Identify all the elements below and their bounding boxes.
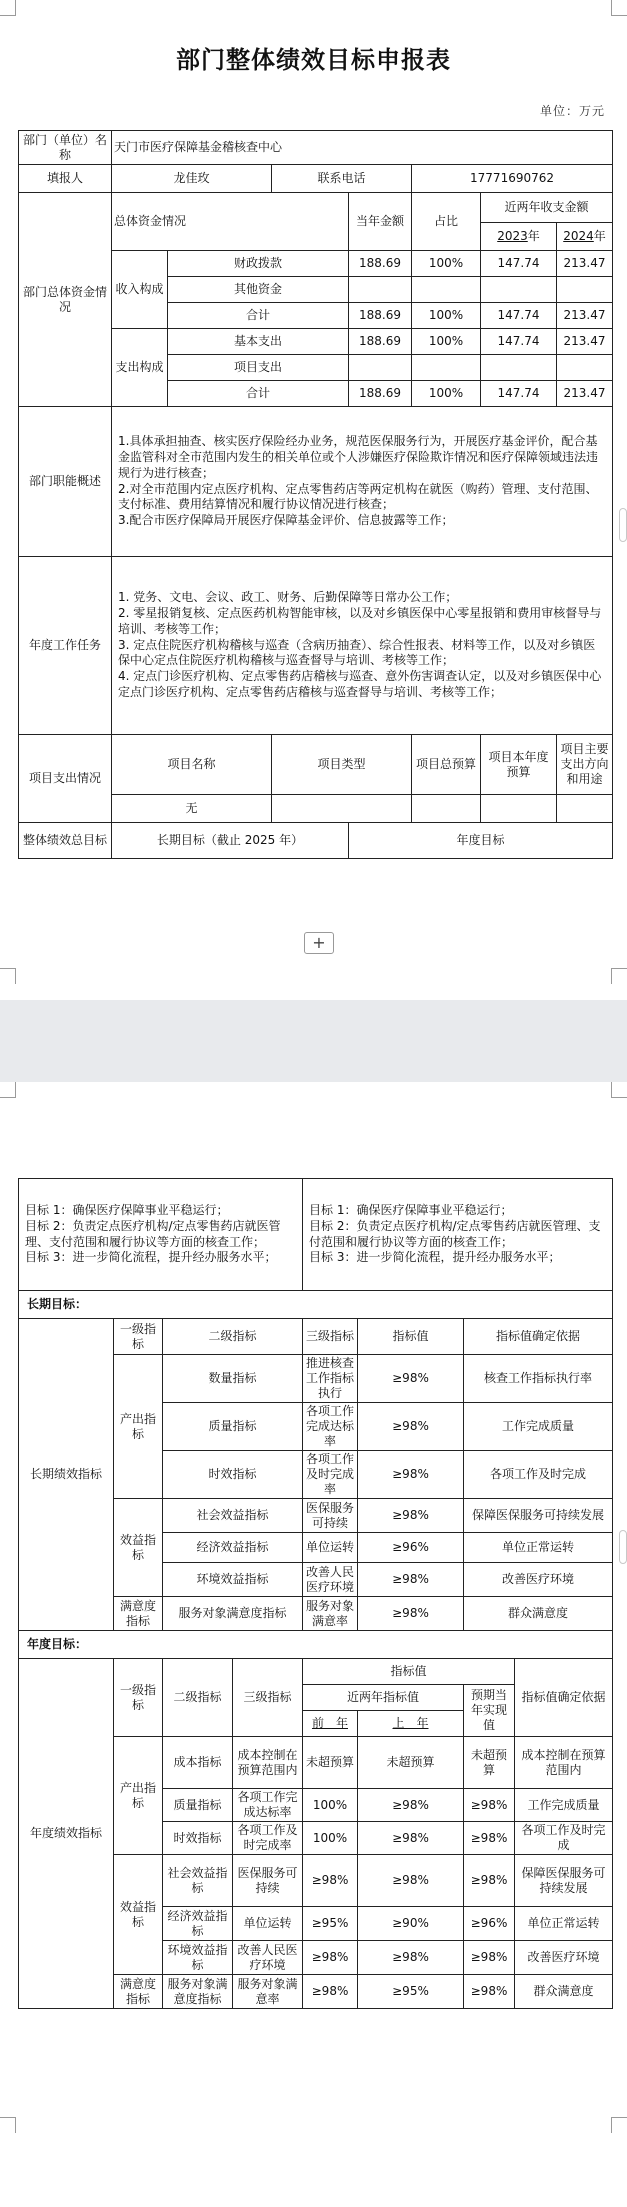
last-value-cell: 未超预算 xyxy=(358,1737,464,1789)
income-2024 xyxy=(557,277,613,303)
expense-ratio xyxy=(412,355,481,381)
project-purpose-header: 项目主要支出方向和用途 xyxy=(557,735,613,795)
income-item-name: 财政拨款 xyxy=(168,251,349,277)
basis-cell: 工作完成质量 xyxy=(515,1789,613,1822)
l3-cell: 服务对象满意率 xyxy=(233,1975,303,2009)
year-2024-header: 2024年 xyxy=(557,223,613,251)
expense-2023: 147.74 xyxy=(481,381,557,407)
scroll-handle[interactable] xyxy=(619,1530,627,1564)
project-name-header: 项目名称 xyxy=(112,735,272,795)
annual-section-header: 年度目标： xyxy=(19,1631,613,1659)
goals-label: 整体绩效总目标 xyxy=(19,823,112,859)
funds-section-label: 部门总体资金情况 xyxy=(19,193,112,407)
value-cell: ≥96% xyxy=(358,1533,464,1563)
expense-amount: 188.69 xyxy=(349,381,412,407)
task-line: 4. 定点门诊医疗机构、定点零售药店稽核与巡查、意外伤害调查认定，以及对乡镇医保中心定点门诊医疗机构、定点零售药店稽核与巡查督导与培训、考核等工作； xyxy=(118,669,602,700)
dept-label: 部门（单位）名称 xyxy=(19,131,112,165)
expense-ratio: 100% xyxy=(412,329,481,355)
level1-header: 一级指标 xyxy=(114,1319,163,1355)
expense-2023: 147.74 xyxy=(481,329,557,355)
current-amount-header: 当年金额 xyxy=(349,193,412,251)
l2-cell: 经济效益指标 xyxy=(163,1533,303,1563)
level3-header: 三级指标 xyxy=(233,1659,303,1737)
income-item-name: 其他资金 xyxy=(168,277,349,303)
annual-goal-line: 目标 3：进一步简化流程，提升经办服务水平； xyxy=(309,1250,561,1265)
prev-value-cell: 未超预算 xyxy=(303,1737,358,1789)
value-cell: ≥98% xyxy=(358,1499,464,1533)
expected-value-cell: ≥98% xyxy=(464,1789,515,1822)
prev-value-cell: ≥95% xyxy=(303,1907,358,1941)
basis-cell: 单位正常运转 xyxy=(464,1533,613,1563)
goals-row xyxy=(19,823,613,859)
crop-mark xyxy=(611,0,627,16)
duty-line: 3.配合市医疗保障局开展医疗保障基金评价、信息披露等工作； xyxy=(118,513,454,528)
value-cell: ≥98% xyxy=(358,1403,464,1451)
long-term-section-header: 长期目标： xyxy=(19,1291,613,1319)
l3-cell: 各项工作及时完成率 xyxy=(233,1822,303,1855)
value-cell: ≥98% xyxy=(358,1451,464,1499)
basis-cell: 工作完成质量 xyxy=(464,1403,613,1451)
satisfaction-indicator-label: 满意度指标 xyxy=(114,1975,163,2009)
income-2023: 147.74 xyxy=(481,251,557,277)
phone-value: 17771690762 xyxy=(412,165,613,193)
last-value-cell: ≥95% xyxy=(358,1975,464,2009)
project-year-budget xyxy=(481,795,557,823)
income-amount: 188.69 xyxy=(349,251,412,277)
last-value-cell: ≥98% xyxy=(358,1822,464,1855)
crop-mark xyxy=(0,968,16,984)
expense-item-name: 合计 xyxy=(168,381,349,407)
expense-item-name: 基本支出 xyxy=(168,329,349,355)
duty-line: 2.对全市范围内定点医疗机构、定点零售药店等两定机构在就医（购药）管理、支付范围、支付标准、费用结算情况和履行协议情况进行核查； xyxy=(118,481,598,512)
project-total-budget xyxy=(412,795,481,823)
annual-goal-text xyxy=(303,1179,613,1291)
prev-value-cell: ≥98% xyxy=(303,1855,358,1907)
duties-label: 部门职能概述 xyxy=(19,407,112,557)
basis-cell: 群众满意度 xyxy=(515,1975,613,2009)
level3-header: 三级指标 xyxy=(303,1319,358,1355)
long-goal-line: 目标 3：进一步简化流程，提升经办服务水平； xyxy=(25,1250,277,1265)
project-name: 无 xyxy=(112,795,272,823)
expected-value-cell: ≥96% xyxy=(464,1907,515,1941)
l2-cell: 服务对象满意度指标 xyxy=(163,1975,233,2009)
duties-text xyxy=(112,407,613,557)
l2-cell: 社会效益指标 xyxy=(163,1499,303,1533)
value-cell: ≥98% xyxy=(358,1355,464,1403)
expense-amount xyxy=(349,355,412,381)
level2-header: 二级指标 xyxy=(163,1659,233,1737)
indicator-table xyxy=(18,1178,613,2009)
income-ratio xyxy=(412,277,481,303)
satisfaction-indicator-label: 满意度指标 xyxy=(114,1597,163,1631)
l2-cell: 质量指标 xyxy=(163,1789,233,1822)
duties-row xyxy=(19,407,613,557)
annual-goal-header: 年度目标 xyxy=(349,823,613,859)
l3-cell: 医保服务可持续 xyxy=(303,1499,358,1533)
scroll-handle[interactable] xyxy=(619,508,627,542)
basis-cell: 保障医保服务可持续发展 xyxy=(515,1855,613,1907)
task-line: 3. 定点住院医疗机构稽核与巡查（含病历抽查）、综合性报表、材料等工作，以及对乡镇医保中心定点住院医疗机构稽核与巡查督导与培训、考核等工作； xyxy=(118,637,596,668)
l3-cell: 改善人民医疗环境 xyxy=(233,1941,303,1975)
l2-cell: 环境效益指标 xyxy=(163,1563,303,1597)
long-term-goal-text xyxy=(19,1179,303,1291)
annual-tasks-label: 年度工作任务 xyxy=(19,557,112,735)
benefit-indicator-label: 效益指标 xyxy=(114,1855,163,1975)
income-2023 xyxy=(481,277,557,303)
projects-label: 项目支出情况 xyxy=(19,735,112,823)
level2-header: 二级指标 xyxy=(163,1319,303,1355)
l3-cell: 服务对象满意率 xyxy=(303,1597,358,1631)
expense-amount: 188.69 xyxy=(349,329,412,355)
value-header: 指标值 xyxy=(303,1659,515,1685)
project-total-budget-header: 项目总预算 xyxy=(412,735,481,795)
expected-value-header: 预期当年实现值 xyxy=(464,1685,515,1737)
crop-mark xyxy=(0,2117,16,2133)
goals-text-row xyxy=(19,1179,613,1291)
annual-indicators-label: 年度绩效指标 xyxy=(19,1659,114,2009)
level1-header: 一级指标 xyxy=(114,1659,163,1737)
l2-cell: 质量指标 xyxy=(163,1403,303,1451)
l2-cell: 时效指标 xyxy=(163,1822,233,1855)
l2-cell: 环境效益指标 xyxy=(163,1941,233,1975)
l2-cell: 社会效益指标 xyxy=(163,1855,233,1907)
l3-cell: 各项工作及时完成率 xyxy=(303,1451,358,1499)
filler-row xyxy=(19,165,613,193)
income-item-name: 合计 xyxy=(168,303,349,329)
dept-value: 天门市医疗保障基金稽核查中心 xyxy=(112,131,613,165)
expected-value-cell: ≥98% xyxy=(464,1822,515,1855)
add-row-button[interactable]: + xyxy=(304,932,334,954)
basis-cell: 改善医疗环境 xyxy=(464,1563,613,1597)
expense-2023 xyxy=(481,355,557,381)
crop-mark xyxy=(0,1082,16,1098)
expected-value-cell: ≥98% xyxy=(464,1941,515,1975)
long-term-indicators-label: 长期绩效指标 xyxy=(19,1319,114,1631)
basis-cell: 各项工作及时完成 xyxy=(464,1451,613,1499)
filler-value: 龙佳玫 xyxy=(112,165,272,193)
task-line: 1. 党务、文电、会议、政工、财务、后勤保障等日常办公工作； xyxy=(118,590,458,605)
project-year-budget-header: 项目本年度预算 xyxy=(481,735,557,795)
last-value-cell: ≥90% xyxy=(358,1907,464,1941)
benefit-indicator-label: 效益指标 xyxy=(114,1499,163,1597)
expected-value-cell: ≥98% xyxy=(464,1975,515,2009)
income-2024: 213.47 xyxy=(557,303,613,329)
output-indicator-label: 产出指标 xyxy=(114,1355,163,1499)
ratio-header: 占比 xyxy=(412,193,481,251)
prev-value-cell: 100% xyxy=(303,1789,358,1822)
prev-value-cell: ≥98% xyxy=(303,1941,358,1975)
l3-cell: 各项工作完成达标率 xyxy=(233,1789,303,1822)
basis-header: 指标值确定依据 xyxy=(464,1319,613,1355)
last-year-header: 上 年 xyxy=(358,1711,464,1737)
last-value-cell: ≥98% xyxy=(358,1789,464,1822)
expense-2024 xyxy=(557,355,613,381)
past-two-years-header: 近两年收支金额 xyxy=(481,193,613,223)
income-amount: 188.69 xyxy=(349,303,412,329)
project-type xyxy=(272,795,412,823)
task-line: 2. 零星报销复核、定点医药机构智能审核，以及对乡镇医保中心零星报销和费用审核督导与培训、考核等工作； xyxy=(118,605,602,636)
prev-year-header: 前 年 xyxy=(303,1711,358,1737)
basis-cell: 群众满意度 xyxy=(464,1597,613,1631)
expense-item-name: 项目支出 xyxy=(168,355,349,381)
past-two-years-header: 近两年指标值 xyxy=(303,1685,464,1711)
dept-row xyxy=(19,131,613,165)
expense-2024: 213.47 xyxy=(557,329,613,355)
value-cell: ≥98% xyxy=(358,1597,464,1631)
last-value-cell: ≥98% xyxy=(358,1941,464,1975)
value-header: 指标值 xyxy=(358,1319,464,1355)
unit-label: 单位：万元 xyxy=(539,104,605,118)
basis-cell: 保障医保服务可持续发展 xyxy=(464,1499,613,1533)
income-2023: 147.74 xyxy=(481,303,557,329)
overall-funds-header: 总体资金情况 xyxy=(112,193,349,251)
l2-cell: 数量指标 xyxy=(163,1355,303,1403)
year-2023-header: 2023年 xyxy=(481,223,557,251)
l3-cell: 改善人民医疗环境 xyxy=(303,1563,358,1597)
output-indicator-label: 产出指标 xyxy=(114,1737,163,1855)
income-ratio: 100% xyxy=(412,303,481,329)
crop-mark xyxy=(0,0,16,16)
crop-mark xyxy=(611,1082,627,1098)
phone-label: 联系电话 xyxy=(272,165,412,193)
expense-label: 支出构成 xyxy=(112,329,168,407)
document-title: 部门整体绩效目标申报表 xyxy=(176,45,451,74)
long-term-goal-header: 长期目标（截止 2025 年） xyxy=(112,823,349,859)
basis-cell: 单位正常运转 xyxy=(515,1907,613,1941)
expected-value-cell: 未超预算 xyxy=(464,1737,515,1789)
income-amount xyxy=(349,277,412,303)
l3-cell: 医保服务可持续 xyxy=(233,1855,303,1907)
annual-tasks-text xyxy=(112,557,613,735)
long-goal-line: 目标 2：负责定点医疗机构/定点零售药店就医管理、支付范围和履行协议等方面的核查工作； xyxy=(25,1218,281,1249)
duty-line: 1.具体承担抽查、核实医疗保险经办业务，规范医保服务行为，开展医疗基金评价，配合基金监管科对全市范围内发生的相关单位或个人涉嫌医疗保险欺诈情况和医疗保障领域违法违规行为进行核查； xyxy=(118,434,599,480)
l3-cell: 成本控制在预算范围内 xyxy=(233,1737,303,1789)
income-2024: 213.47 xyxy=(557,251,613,277)
l3-cell: 推进核查工作指标执行 xyxy=(303,1355,358,1403)
expected-value-cell: ≥98% xyxy=(464,1855,515,1907)
expense-2024: 213.47 xyxy=(557,381,613,407)
project-purpose xyxy=(557,795,613,823)
income-ratio: 100% xyxy=(412,251,481,277)
crop-mark xyxy=(611,968,627,984)
value-cell: ≥98% xyxy=(358,1563,464,1597)
basis-header: 指标值确定依据 xyxy=(515,1659,613,1737)
annual-tasks-row xyxy=(19,557,613,735)
basis-cell: 成本控制在预算范围内 xyxy=(515,1737,613,1789)
prev-value-cell: ≥98% xyxy=(303,1975,358,2009)
l2-cell: 时效指标 xyxy=(163,1451,303,1499)
l3-cell: 单位运转 xyxy=(303,1533,358,1563)
declaration-table xyxy=(18,130,613,859)
l2-cell: 成本指标 xyxy=(163,1737,233,1789)
basis-cell: 核查工作指标执行率 xyxy=(464,1355,613,1403)
long-goal-line: 目标 1：确保医疗保障事业平稳运行； xyxy=(25,1202,229,1217)
basis-cell: 各项工作及时完成 xyxy=(515,1822,613,1855)
l2-cell: 服务对象满意度指标 xyxy=(163,1597,303,1631)
l3-cell: 单位运转 xyxy=(233,1907,303,1941)
income-label: 收入构成 xyxy=(112,251,168,329)
project-type-header: 项目类型 xyxy=(272,735,412,795)
expense-ratio: 100% xyxy=(412,381,481,407)
l3-cell: 各项工作完成达标率 xyxy=(303,1403,358,1451)
filler-label: 填报人 xyxy=(19,165,112,193)
l2-cell: 经济效益指标 xyxy=(163,1907,233,1941)
annual-goal-line: 目标 1：确保医疗保障事业平稳运行； xyxy=(309,1202,513,1217)
page-2 xyxy=(0,1082,627,2207)
prev-value-cell: 100% xyxy=(303,1822,358,1855)
basis-cell: 改善医疗环境 xyxy=(515,1941,613,1975)
last-value-cell: ≥98% xyxy=(358,1855,464,1907)
page-1 xyxy=(0,0,627,1000)
annual-goal-line: 目标 2：负责定点医疗机构/定点零售药店就医管理、支付范围和履行协议等方面的核查工作； xyxy=(309,1218,601,1249)
crop-mark xyxy=(611,2117,627,2133)
